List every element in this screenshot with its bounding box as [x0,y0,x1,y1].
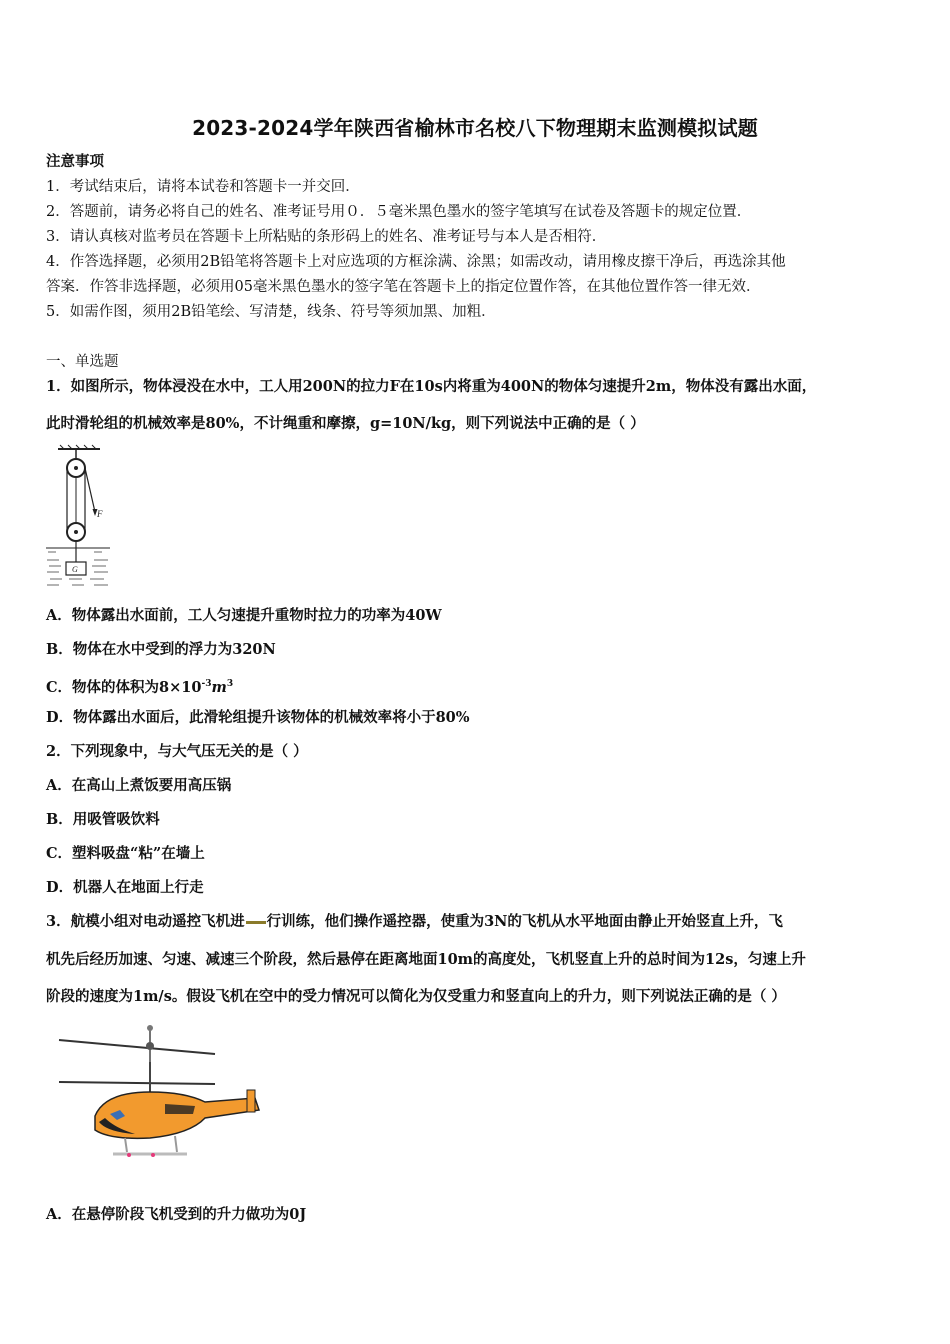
q3-stem-line1-a: 3．航模小组对电动遥控飞机进 [46,913,245,930]
object-label: G [72,565,78,574]
q2-option-c[interactable]: C．塑料吸盘“粘”在墙上 [46,845,205,862]
ropes [67,468,98,532]
fixed-pulley [67,459,85,477]
page-title: 2023-2024学年陕西省榆林市名校八下物理期末监测模拟试题 [192,116,758,140]
q2-option-d[interactable]: D．机器人在地面上行走 [46,879,204,896]
pulley-diagram [44,444,114,590]
q1-option-c[interactable] [46,674,233,698]
notice-item-1: 1．考试结束后，请将本试卷和答题卡一并交回． [46,179,360,195]
q3-stem-line2: 机先后经历加速、匀速、减速三个阶段，然后悬停在距离地面10m的高度处，飞机竖直上升的总时间为12s，匀速上升 [46,951,806,968]
force-label: F [97,509,103,519]
q1-option-a[interactable]: A．物体露出水面前，工人匀速提升重物时拉力的功率为40W [46,607,442,624]
q2-option-b[interactable]: B．用吸管吸饮料 [46,811,160,828]
q1-option-b[interactable]: B．物体在水中受到的浮力为320N [46,641,276,658]
notice-item-5: 5．如需作图，须用2B铅笔绘、写清楚，线条、符号等须加黑、加粗． [46,304,496,320]
object-block [66,562,86,575]
section-heading: 一、单选题 [46,354,119,370]
movable-pulley [67,523,85,541]
notice-item-4: 4．作答选择题，必须用2B铅笔将答题卡上对应选项的方框涂满、涂黑；如需改动，请用橡皮擦干净后，再选涂其他 [46,254,786,270]
q1-option-d[interactable]: D．物体露出水面后，此滑轮组提升该物体的机械效率将小于80% [46,709,470,726]
q1-stem-line1: 1．如图所示，物体浸没在水中，工人用200N的拉力F在10s内将重为400N的物体匀速提升2m，物体没有露出水面， [46,378,817,395]
ceiling [58,445,100,449]
q2-option-a[interactable]: A．在高山上煮饭要用高压锅 [46,777,232,794]
q1-option-c-unit: m [211,678,227,696]
water-surface [46,548,110,552]
q3-stem-line1-b: 行训练，他们操作遥控器，使重为3N的飞机从水平地面由静止开始竖直上升，飞 [266,913,783,930]
blank-mark [246,921,266,924]
helicopter-image [55,1022,265,1170]
notice-heading: 注意事项 [46,153,104,170]
q1-option-c-text: C．物体的体积为8×10 [46,678,202,696]
q3-stem-line1 [46,912,783,932]
notice-item-3: 3．请认真核对监考员在答题卡上所粘贴的条形码上的姓名、准考证号与本人是否相符． [46,229,607,245]
q3-stem-line3: 阶段的速度为1m/s。假设飞机在空中的受力情况可以简化为仅受重力和竖直向上的升力，则下列说法正确的是（ ） [46,988,786,1005]
notice-item-4-cont: 答案．作答非选择题，必须用05毫米黑色墨水的签字笔在答题卡上的指定位置作答，在其他位置作答一律无效． [46,279,761,295]
q1-option-c-exp: -3 [201,679,212,689]
q2-stem: 2．下列现象中，与大气压无关的是（ ） [46,743,308,760]
q1-option-c-unit-exp: 3 [226,679,234,689]
q3-option-a[interactable]: A．在悬停阶段飞机受到的升力做功为0J [46,1206,307,1223]
notice-item-2: 2．答题前，请务必将自己的姓名、准考证号用０．５毫米黑色墨水的签字笔填写在试卷及答题卡的规定位置． [46,204,752,220]
q1-stem-line2: 此时滑轮组的机械效率是80%，不计绳重和摩擦，g=10N/kg，则下列说法中正确的是（ ） [46,415,645,432]
